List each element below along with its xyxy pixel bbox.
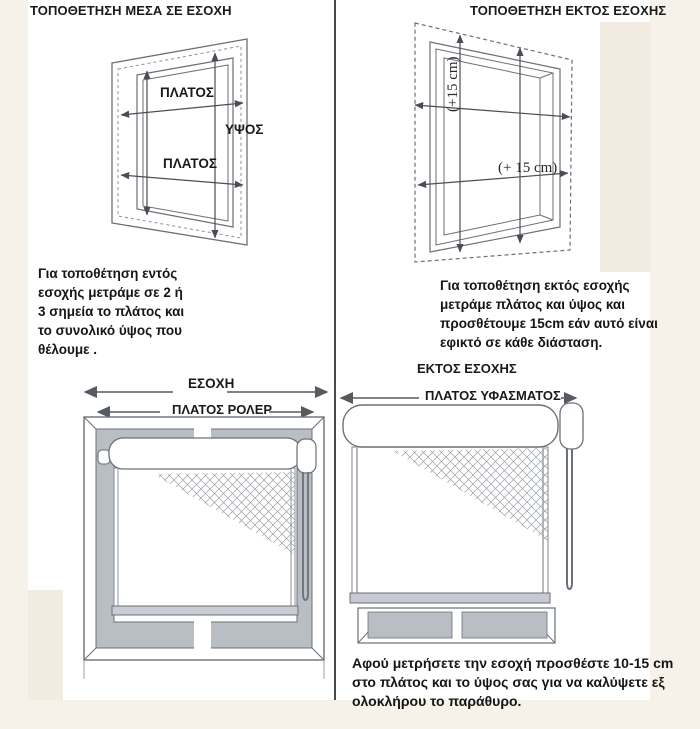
sill-gray-block-left [368, 612, 452, 638]
caption-bottom-right [352, 654, 673, 711]
caption-line: μετράμε πλάτος και ύψος και [440, 297, 625, 312]
title-outside-recess: ΤΟΠΟΘΕΤΗΣΗ ΕΚΤΟΣ ΕΣΟΧΗΣ [470, 3, 667, 18]
slot-bottom [194, 621, 211, 649]
bead-chain [567, 449, 572, 589]
bottom-bar [112, 606, 298, 615]
outside-recess-window-drawing [400, 18, 595, 270]
chain-bracket [560, 403, 583, 449]
sill-gray-block-right [462, 612, 547, 638]
chain-bracket [297, 439, 316, 473]
width-label-bottom: ΠΛΑΤΟΣ [163, 156, 217, 171]
caption-inside-recess [38, 264, 184, 359]
roller-tube [343, 405, 558, 447]
blind-outside-recess-drawing [338, 358, 600, 653]
height-label: ΥΨΟΣ [225, 122, 264, 137]
left-end-cap [98, 450, 110, 464]
vertical-divider [334, 0, 336, 700]
roller-tube [109, 438, 301, 469]
caption-line: 3 σημεία το πλάτος και [38, 304, 185, 319]
bottom-bar [350, 593, 550, 603]
height-add-label: (+15 cm) [444, 56, 461, 113]
recess-section-label: ΕΣΟΧΗ [188, 376, 235, 391]
caption-line: ολοκλήρου το παράθυρο. [352, 693, 522, 709]
caption-line: προσθέτουμε 15cm εάν αυτό είναι [440, 316, 658, 331]
roller-width-label: ΠΛΑΤΟΣ ΡΟΛΕΡ [172, 402, 273, 417]
margin-patch-bottom-left [28, 590, 63, 700]
margin-patch-top-right [600, 22, 650, 272]
title-inside-recess: ΤΟΠΟΘΕΤΗΣΗ ΜΕΣΑ ΣΕ ΕΣΟΧΗ [30, 3, 232, 18]
blind-in-recess-drawing [75, 372, 333, 702]
caption-line: στο πλάτος και το ύψος σας για να καλύψετε εξ [352, 674, 665, 690]
outside-section-label: ΕΚΤΟΣ ΕΣΟΧΗΣ [417, 361, 517, 376]
caption-line: θέλουμε . [38, 342, 98, 357]
caption-line: το συνολικό ύψος που [38, 323, 182, 338]
width-label-top: ΠΛΑΤΟΣ [160, 85, 214, 100]
caption-line: Αφού μετρήσετε την εσοχή προσθέστε 10-15 cm [352, 655, 674, 671]
caption-line: εσοχής μετράμε σε 2 ή [38, 285, 183, 300]
caption-outside-recess [440, 276, 658, 352]
recess-outer-frame [112, 39, 247, 245]
caption-line: Για τοποθέτηση εντός [38, 266, 178, 281]
caption-line: εφικτό σε κάθε διάσταση. [440, 335, 603, 350]
caption-line: Για τοποθέτηση εκτός εσοχής [440, 278, 630, 293]
width-add-label: (+ 15 cm) [498, 160, 558, 176]
inside-recess-window-drawing [85, 25, 285, 267]
fabric-width-label: ΠΛΑΤΟΣ ΥΦΑΣΜΑΤΟΣ [425, 388, 561, 403]
